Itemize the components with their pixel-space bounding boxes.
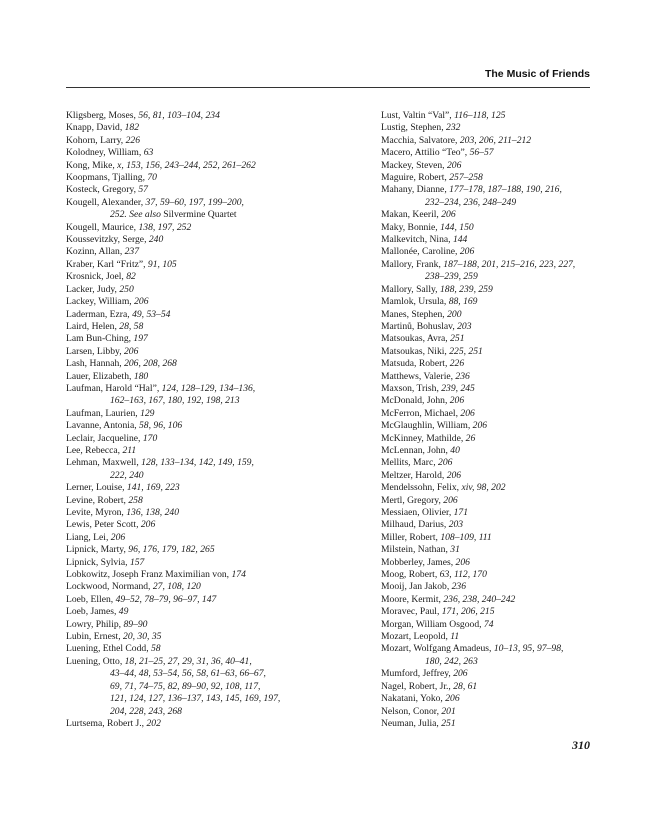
index-line <box>381 681 593 693</box>
index-pages: 11 <box>450 631 460 643</box>
index-line <box>66 631 328 643</box>
index-line <box>381 346 593 358</box>
index-term: Lustig, Stephen, <box>381 122 447 134</box>
index-line <box>381 668 593 680</box>
index-line <box>66 668 328 680</box>
index-pages: 237 <box>124 246 140 258</box>
index-pages: 197 <box>133 333 148 345</box>
index-pages: 236 <box>455 370 470 382</box>
index-line <box>381 246 593 258</box>
index-line <box>66 482 328 494</box>
index-pages: 236 <box>451 581 467 593</box>
index-term: Loeb, James, <box>66 606 119 618</box>
index-line <box>381 197 593 209</box>
index-term: Macchia, Salvatore, <box>381 134 460 146</box>
index-term: Lehman, Maxwell, <box>66 457 142 469</box>
index-pages: 201 <box>441 705 456 717</box>
index-term: Mumford, Jeffrey, <box>381 668 454 680</box>
index-line <box>381 718 593 730</box>
index-line <box>381 569 593 581</box>
index-term: Laird, Helen, <box>66 320 120 332</box>
index-line <box>66 395 328 407</box>
index-term: Messiaen, Olivier, <box>381 507 454 518</box>
index-pages: 49, 53–54 <box>132 308 171 320</box>
index-term: Neuman, Julia, <box>381 717 442 729</box>
index-term: Lubin, Ernest, <box>66 631 124 643</box>
index-term: Nakatani, Yoko, <box>381 693 446 705</box>
index-line <box>66 495 328 507</box>
index-line <box>66 433 328 445</box>
index-pages: 180, 242, 263 <box>425 655 478 667</box>
index-term: Levite, Myron, <box>66 507 127 518</box>
index-term: Koussevitzky, Serge, <box>66 234 149 246</box>
index-term: Mallory, Sally, <box>381 283 440 295</box>
index-term: Maguire, Robert, <box>381 172 450 184</box>
index-term: Mertl, Gregory, <box>381 494 444 506</box>
index-term: Laufman, Harold “Hal”, <box>66 382 162 394</box>
index-term: Kougell, Maurice, <box>66 221 139 233</box>
index-line <box>66 333 328 345</box>
index-term: Koopmans, Tjalling, <box>66 172 148 184</box>
index-term: Macero, Attilio “Teo”, <box>381 147 470 159</box>
index-pages: 226 <box>449 358 465 370</box>
index-term: Makan, Keeril, <box>381 209 442 221</box>
index-pages: 91, 105 <box>147 258 177 270</box>
index-line <box>381 234 593 246</box>
index-term: Matthews, Valerie, <box>381 370 456 382</box>
index-pages: 200 <box>447 308 462 320</box>
index-term: Malkevitch, Nina, <box>381 234 453 246</box>
index-term: Kligsberg, Moses, <box>66 110 139 121</box>
index-pages: 206 <box>459 246 475 258</box>
index-line <box>381 259 593 271</box>
index-line <box>381 420 593 432</box>
index-pages: 206 <box>110 531 126 543</box>
index-pages: 171 <box>453 507 469 518</box>
index-pages: 239, 245 <box>441 382 475 394</box>
index-pages: 157 <box>129 556 145 568</box>
index-pages: 251 <box>441 717 456 729</box>
index-line <box>66 420 328 432</box>
index-line <box>66 222 328 234</box>
index-pages: 206 <box>441 209 456 221</box>
index-term: Nelson, Conor, <box>381 705 442 717</box>
running-header-title: The Music of Friends <box>484 68 590 80</box>
index-line <box>381 271 593 283</box>
index-term: Lurtsema, Robert J., <box>66 717 147 729</box>
index-term: Mallory, Frank, <box>381 258 444 270</box>
index-pages: 174 <box>231 569 246 581</box>
index-term: Luening, Otto, <box>66 655 125 667</box>
index-pages: 128, 133–134, 142, 149, 159, <box>141 457 254 469</box>
index-pages: 258 <box>128 494 143 506</box>
index-line <box>381 656 593 668</box>
index-pages: 238–239, 259 <box>425 271 478 283</box>
index-term: Laderman, Ezra, <box>66 308 133 320</box>
index-line <box>66 594 328 606</box>
index-pages: 129 <box>140 407 155 419</box>
index-column-left <box>66 110 328 730</box>
index-line <box>66 309 328 321</box>
index-pages: 206 <box>455 556 470 568</box>
index-line <box>381 445 593 457</box>
index-pages: 69, 71, 74–75, 82, 89–90, 92, 108, 117, <box>110 680 261 692</box>
index-pages: 144 <box>452 234 468 246</box>
index-term: Milstein, Nathan, <box>381 544 451 556</box>
index-term: Mooij, Jan Jakob, <box>381 581 452 593</box>
index-pages: 28, 58 <box>119 320 144 332</box>
index-pages: 206 <box>124 345 139 357</box>
index-pages: 202 <box>146 717 161 729</box>
index-line <box>381 321 593 333</box>
index-term: Lauer, Elizabeth, <box>66 370 134 382</box>
index-pages: 63, 112, 170 <box>439 569 487 581</box>
index-pages: 251 <box>450 333 465 345</box>
index-line <box>381 172 593 184</box>
index-line <box>381 606 593 618</box>
index-term: Miller, Robert, <box>381 531 441 543</box>
index-term: Levine, Robert, <box>66 494 129 506</box>
index-term: Lockwood, Normand, <box>66 581 153 593</box>
index-line <box>66 557 328 569</box>
index-pages: 88, 169 <box>448 296 478 308</box>
index-term: Nagel, Robert, Jr., <box>381 680 454 692</box>
index-pages: 108–109, 111 <box>440 531 492 543</box>
index-pages: 240 <box>148 234 164 246</box>
index-term: McFerron, Michael, <box>381 407 461 419</box>
index-term: Mahany, Dianne, <box>381 184 450 196</box>
index-line <box>66 135 328 147</box>
index-line <box>381 147 593 159</box>
index-pages: 222, 240 <box>110 469 144 481</box>
index-pages: 206 <box>449 395 465 407</box>
index-term: Kougell, Alexander, <box>66 196 146 208</box>
index-line <box>66 296 328 308</box>
index-term: Lipnick, Sylvia, <box>66 556 130 568</box>
index-term: Maxson, Trish, <box>381 382 442 394</box>
index-line <box>66 656 328 668</box>
index-pages: 250 <box>119 283 134 295</box>
index-pages: 49 <box>118 606 129 618</box>
index-line <box>66 606 328 618</box>
index-term: Silvermine Quartet <box>160 209 237 221</box>
index-pages: 138, 197, 252 <box>138 221 192 233</box>
index-line <box>66 619 328 631</box>
index-column-right <box>381 110 593 730</box>
index-line <box>381 594 593 606</box>
index-term: Kosteck, Gregory, <box>66 184 139 196</box>
index-pages: 187–188, 201, 215–216, 223, 227, <box>443 258 576 270</box>
index-line <box>66 110 328 122</box>
index-line <box>66 122 328 134</box>
index-line <box>66 284 328 296</box>
index-line <box>381 519 593 531</box>
index-pages: 56, 81, 103–104, 234 <box>138 110 220 121</box>
index-line <box>381 110 593 122</box>
index-pages: 40 <box>450 444 460 456</box>
index-line <box>381 532 593 544</box>
index-pages: 37, 59–60, 197, 199–200, <box>145 196 244 208</box>
index-line <box>381 482 593 494</box>
index-term: Mamlok, Ursula, <box>381 296 449 308</box>
index-pages: 206 <box>438 457 453 469</box>
index-term: Larsen, Libby, <box>66 345 124 357</box>
index-line <box>381 371 593 383</box>
index-pages: 58 <box>151 643 161 655</box>
index-pages: 206 <box>453 668 468 680</box>
index-term: Lobkowitz, Joseph Franz Maximilian von, <box>66 569 232 581</box>
index-term: McGlaughlin, William, <box>381 420 473 432</box>
index-pages: 170 <box>142 432 158 444</box>
index-pages: 204, 228, 243, 268 <box>110 705 182 717</box>
index-line <box>381 544 593 556</box>
index-line <box>381 209 593 221</box>
index-line <box>66 706 328 718</box>
index-pages: 26 <box>465 432 476 444</box>
index-term: Lackey, William, <box>66 296 135 308</box>
index-line <box>381 135 593 147</box>
index-term: Manes, Stephen, <box>381 308 448 320</box>
index-line <box>66 209 328 221</box>
index-line <box>381 581 593 593</box>
index-term: McLennan, John, <box>381 444 451 456</box>
index-pages: 211 <box>122 444 137 456</box>
index-pages: 203 <box>457 320 472 332</box>
index-pages: 182 <box>124 122 140 134</box>
index-term: Kohorn, Larry, <box>66 134 126 146</box>
index-line <box>66 346 328 358</box>
index-pages: 225, 251 <box>449 345 483 357</box>
index-term: Lerner, Louise, <box>66 482 127 494</box>
index-line <box>66 234 328 246</box>
index-line <box>66 271 328 283</box>
index-pages: 74 <box>483 618 494 630</box>
index-line <box>381 395 593 407</box>
index-line <box>381 184 593 196</box>
index-pages: 206 <box>446 469 462 481</box>
index-term: Knapp, David, <box>66 122 125 134</box>
index-pages: 63 <box>143 147 154 159</box>
index-line <box>381 309 593 321</box>
index-line <box>381 333 593 345</box>
index-term: Lipnick, Marty, <box>66 544 129 556</box>
index-line <box>66 246 328 258</box>
index-line <box>66 197 328 209</box>
index-term: Lacker, Judy, <box>66 283 120 295</box>
index-term: Mozart, Leopold, <box>381 631 451 643</box>
header-rule <box>66 87 590 88</box>
index-line <box>381 358 593 370</box>
index-term: Lust, Valtin “Val”, <box>381 110 455 121</box>
index-pages: 82 <box>126 271 136 283</box>
index-line <box>66 371 328 383</box>
index-term: Laufman, Laurien, <box>66 407 141 419</box>
index-pages: 206 <box>460 407 475 419</box>
index-pages: 171, 206, 215 <box>441 606 495 618</box>
index-line <box>66 160 328 172</box>
index-line <box>381 433 593 445</box>
index-pages: 252. See also <box>110 209 161 221</box>
index-line <box>381 160 593 172</box>
index-term: Moravec, Paul, <box>381 606 442 618</box>
index-pages: 206 <box>445 693 460 705</box>
index-pages: 257–258 <box>449 172 483 184</box>
index-line <box>381 222 593 234</box>
index-line <box>381 383 593 395</box>
index-pages: 206, 208, 268 <box>124 358 177 370</box>
index-line <box>381 557 593 569</box>
index-term: Lam Bun-Ching, <box>66 333 134 345</box>
index-pages: 206 <box>472 420 488 432</box>
index-term: Morgan, William Osgood, <box>381 618 484 630</box>
index-pages: 177–178, 187–188, 190, 216, <box>449 184 562 196</box>
index-pages: 206 <box>446 159 462 171</box>
index-pages: 226 <box>125 134 140 146</box>
index-pages: 96, 176, 179, 182, 265 <box>128 544 215 556</box>
index-line <box>66 581 328 593</box>
page-number: 310 <box>572 738 590 752</box>
index-line <box>381 470 593 482</box>
index-pages: 203 <box>448 519 464 531</box>
index-line <box>66 321 328 333</box>
index-term: Kozinn, Allan, <box>66 246 125 258</box>
index-pages: 20, 30, 35 <box>123 631 162 643</box>
index-pages: 236, 238, 240–242 <box>443 593 516 605</box>
index-term: Luening, Ethel Codd, <box>66 643 151 655</box>
index-term: Lavanne, Antonia, <box>66 420 139 432</box>
index-term: Mendelssohn, Felix, <box>381 482 462 494</box>
index-term: Kraber, Karl “Fritz”, <box>66 258 148 270</box>
index-line <box>66 184 328 196</box>
index-term: Lowry, Philip, <box>66 618 124 630</box>
index-pages: 141, 169, 223 <box>126 482 180 494</box>
index-line <box>66 470 328 482</box>
index-line <box>66 693 328 705</box>
index-term: Milhaud, Darius, <box>381 519 449 531</box>
index-line <box>381 619 593 631</box>
index-term: Matsuda, Robert, <box>381 358 450 370</box>
index-term: Kong, Mike, <box>66 159 118 171</box>
index-term: McKinney, Mathilde, <box>381 432 466 444</box>
index-term: Lee, Rebecca, <box>66 444 123 456</box>
index-line <box>66 358 328 370</box>
index-line <box>66 532 328 544</box>
index-pages: 188, 239, 259 <box>439 283 493 295</box>
index-pages: 232–234, 236, 248–249 <box>425 196 517 208</box>
index-line <box>66 643 328 655</box>
index-term: Krosnick, Joel, <box>66 271 127 283</box>
index-term: Maky, Bonnie, <box>381 221 441 233</box>
index-pages: 57 <box>138 184 148 196</box>
index-term: Matsoukas, Avra, <box>381 333 451 345</box>
index-line <box>66 507 328 519</box>
index-pages: 27, 108, 120 <box>152 581 201 593</box>
index-pages: 206 <box>443 494 458 506</box>
index-pages: x, 153, 156, 243–244, 252, 261–262 <box>117 159 256 171</box>
index-line <box>381 284 593 296</box>
index-term: Moore, Kermit, <box>381 593 444 605</box>
index-term: Mozart, Wolfgang Amadeus, <box>381 643 494 655</box>
index-line <box>381 495 593 507</box>
index-line <box>381 706 593 718</box>
index-line <box>381 408 593 420</box>
index-term: Leclair, Jacqueline, <box>66 432 143 444</box>
index-pages: xiv, 98, 202 <box>461 482 506 494</box>
index-pages: 31 <box>450 544 460 556</box>
index-line <box>381 457 593 469</box>
index-line <box>66 519 328 531</box>
index-term: Mobberley, James, <box>381 556 456 568</box>
index-pages: 28, 61 <box>453 680 478 692</box>
index-pages: 144, 150 <box>440 221 474 233</box>
index-line <box>66 569 328 581</box>
index-line <box>381 631 593 643</box>
index-line <box>381 643 593 655</box>
index-pages: 206 <box>140 519 156 531</box>
index-pages: 89–90 <box>123 618 148 630</box>
index-line <box>66 147 328 159</box>
index-pages: 136, 138, 240 <box>126 507 179 518</box>
index-line <box>66 718 328 730</box>
index-line <box>66 445 328 457</box>
index-term: Moog, Robert, <box>381 569 440 581</box>
index-line <box>381 122 593 134</box>
index-pages: 10–13, 95, 97–98, <box>493 643 564 655</box>
index-term: Matsoukas, Niki, <box>381 345 450 357</box>
index-pages: 58, 96, 106 <box>139 420 183 432</box>
index-pages: 124, 128–129, 134–136, <box>161 382 256 394</box>
index-pages: 203, 206, 211–212 <box>459 134 532 146</box>
index-term: Mallonée, Caroline, <box>381 246 460 258</box>
index-pages: 121, 124, 127, 136–137, 143, 145, 169, 197, <box>110 693 281 705</box>
index-term: Loeb, Ellen, <box>66 593 116 605</box>
index-term: Meltzer, Harold, <box>381 469 447 481</box>
index-term: Mellits, Marc, <box>381 457 439 469</box>
index-pages: 43–44, 48, 53–54, 56, 58, 61–63, 66–67, <box>110 668 266 680</box>
index-line <box>66 457 328 469</box>
index-pages: 206 <box>134 296 149 308</box>
index-line <box>66 408 328 420</box>
index-pages: 70 <box>147 172 157 184</box>
index-term: Lewis, Peter Scott, <box>66 519 141 531</box>
index-pages: 232 <box>446 122 461 134</box>
index-term: Kolodney, William, <box>66 147 144 159</box>
index-term: McDonald, John, <box>381 395 450 407</box>
index-pages: 180 <box>133 370 149 382</box>
index-pages: 18, 21–25, 27, 29, 31, 36, 40–41, <box>124 655 252 667</box>
index-pages: 116–118, 125 <box>454 110 506 121</box>
index-pages: 49–52, 78–79, 96–97, 147 <box>115 593 217 605</box>
index-line <box>66 383 328 395</box>
index-line <box>66 681 328 693</box>
index-line <box>381 507 593 519</box>
index-term: Lash, Hannah, <box>66 358 125 370</box>
index-pages: 56–57 <box>469 147 494 159</box>
index-pages: 162–163, 167, 180, 192, 198, 213 <box>110 395 240 407</box>
index-line <box>381 693 593 705</box>
index-line <box>381 296 593 308</box>
index-line <box>66 259 328 271</box>
index-term: Liang, Lei, <box>66 531 111 543</box>
index-term: Mackey, Steven, <box>381 159 447 171</box>
index-term: Martinů, Bohuslav, <box>381 320 458 332</box>
index-line <box>66 172 328 184</box>
index-line <box>66 544 328 556</box>
